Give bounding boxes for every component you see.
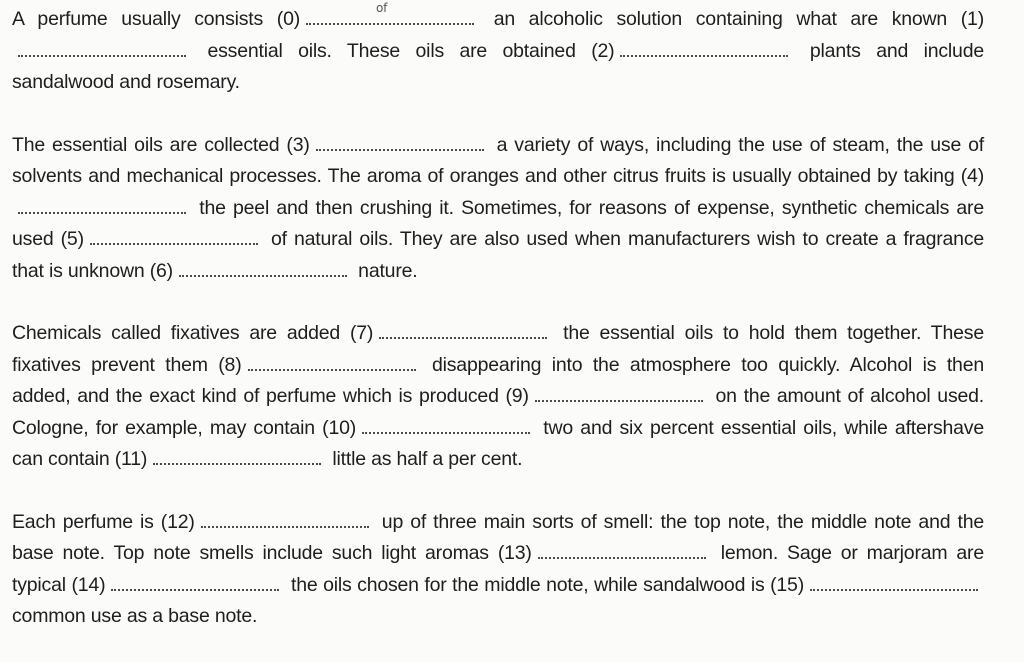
question-number: (1) <box>960 8 984 30</box>
passage-text: a variety of ways, including the use of steam, the use of solvents and mechanical processes. The aroma of oranges and other citrus fruits is usually obtained by taking <box>12 133 984 187</box>
paragraph <box>12 318 984 476</box>
passage-text: nature. <box>352 259 418 282</box>
paragraph <box>12 507 984 633</box>
answer-blank[interactable] <box>248 355 416 371</box>
question-number: (6) <box>149 259 173 282</box>
question-number: (8) <box>218 353 242 376</box>
answer-blank[interactable] <box>362 418 530 434</box>
question-number: (12) <box>160 510 195 533</box>
passage-text: little as half a per cent. <box>327 448 523 470</box>
answer-blank[interactable] <box>620 41 788 57</box>
passage-text: common use as a base note. <box>12 605 258 627</box>
passage-text: Each perfume is <box>12 510 161 533</box>
question-number: (3) <box>286 133 310 156</box>
paragraph <box>12 1 984 99</box>
question-number: (5) <box>60 228 84 250</box>
passage-text: Chemicals called fixatives are added <box>12 322 350 344</box>
question-number: (13) <box>497 542 532 564</box>
paragraph <box>12 130 984 288</box>
question-number: (0) <box>276 8 301 30</box>
answer-blank[interactable] <box>153 449 321 465</box>
handwritten-answer: of <box>376 1 388 15</box>
passage-text: plants and include sandalwood and rosemary. <box>12 39 984 93</box>
answer-blank[interactable] <box>18 198 186 214</box>
passage-text: the essential oils to hold them together. These fixatives prevent them <box>12 322 985 376</box>
passage-text: of natural oils. They are also used when manufacturers wish to create a fragrance that is unknown <box>12 228 985 282</box>
answer-blank[interactable] <box>18 41 186 57</box>
passage-text: the oils chosen for the middle note, while sandalwood is <box>285 573 771 596</box>
question-number: (7) <box>349 322 374 344</box>
passage-text: essential oils. These oils are obtained <box>192 39 592 62</box>
passage-text: A perfume usually consists <box>12 8 277 30</box>
passage-text: on the amount of alcohol used. Cologne, for example, may contain <box>12 385 985 439</box>
answer-blank[interactable] <box>306 1 474 25</box>
passage-text: an alcoholic solution containing what are known <box>480 8 961 30</box>
answer-blank[interactable] <box>538 543 706 559</box>
passage-text: the peel and then crushing it. Sometimes, for reasons of expense, synthetic chemicals are used <box>12 196 984 250</box>
passage-text: two and six percent essential oils, while aftershave can contain <box>12 416 984 470</box>
question-number: (15) <box>770 573 804 596</box>
answer-blank[interactable] <box>90 229 258 245</box>
question-number: (10) <box>322 416 357 439</box>
question-number: (14) <box>71 573 106 596</box>
passage-text: The essential oils are collected <box>12 133 287 156</box>
passage-text: up of three main sorts of smell: the top note, the middle note and the base note. Top note smells include such light aromas <box>12 510 984 564</box>
question-number: (2) <box>591 39 615 62</box>
question-number: (9) <box>505 385 529 407</box>
passage-text: lemon. Sage or marjoram are typical <box>12 542 984 596</box>
answer-blank[interactable] <box>201 512 369 528</box>
question-number: (4) <box>960 165 984 187</box>
answer-blank[interactable] <box>316 135 484 151</box>
cloze-text <box>12 1 985 633</box>
answer-blank[interactable] <box>379 323 547 339</box>
question-number: (11) <box>114 448 148 470</box>
passage-text: disappearing into the atmosphere too quickly. Alcohol is then added, and the exact kind of perfume which is produced <box>12 353 984 407</box>
answer-blank[interactable] <box>535 386 703 402</box>
answer-blank[interactable] <box>111 575 279 591</box>
answer-blank[interactable] <box>810 575 978 591</box>
answer-blank[interactable] <box>179 261 347 277</box>
